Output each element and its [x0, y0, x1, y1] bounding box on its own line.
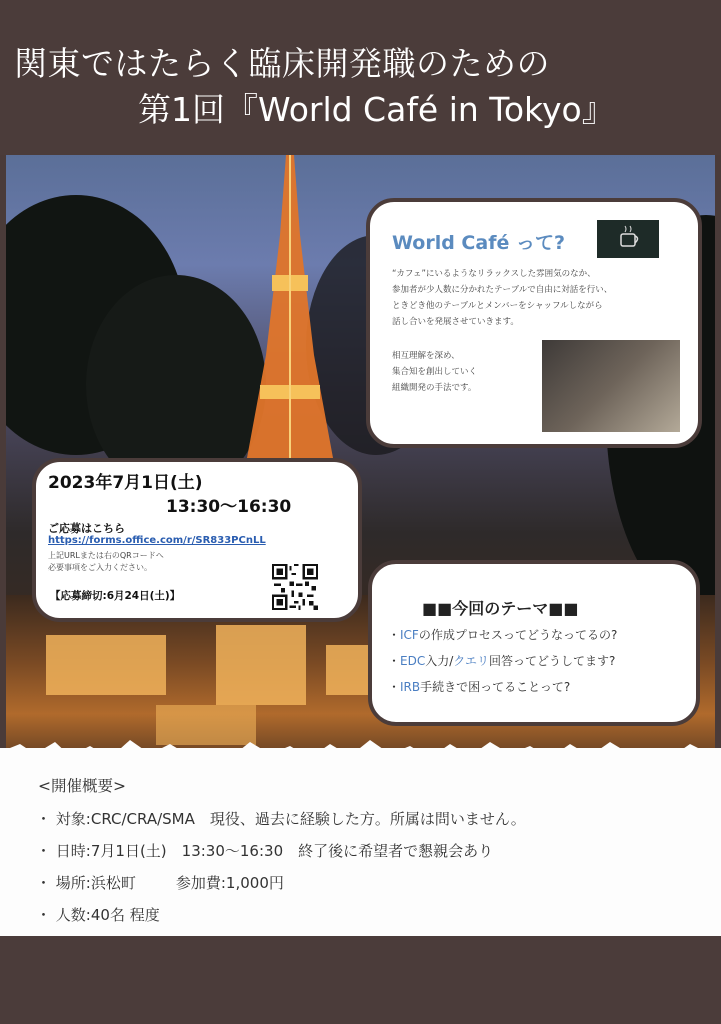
apply-label: ご応募はこちら [48, 522, 125, 535]
theme-item [388, 626, 617, 643]
theme-text: の作成プロセスってどうなってるの? [418, 628, 618, 642]
overview-value: 浜松町 [90, 874, 136, 892]
footer-band [0, 936, 721, 1024]
theme-item [388, 652, 615, 669]
overview-label: 人数: [55, 906, 91, 924]
bullet: ・ [388, 628, 401, 642]
bullet: ・ [388, 654, 401, 668]
qr-code-icon[interactable] [272, 564, 318, 610]
apply-note-2: 必要事項をご入力ください。 [48, 563, 152, 572]
world-cafe-desc-1: “カフェ”にいるようなリラックスした雰囲気のなか、 [392, 269, 596, 279]
world-cafe-desc-2: 参加者が少人数に分かれたテーブルで自由に対話を行い、 [392, 285, 613, 295]
deadline: 【応募締切:6月24日(土)】 [50, 590, 181, 602]
overview-value: 40名 程度 [90, 906, 160, 924]
theme-keyword: EDC [400, 654, 426, 668]
title-line-2: 第1回『World Café in Tokyo』 [138, 90, 615, 129]
world-cafe-purpose-3: 組織開発の手法です。 [392, 383, 477, 393]
theme-keyword: ICF [400, 628, 419, 642]
theme-bubble [368, 560, 700, 726]
overview-label: 場所: [55, 874, 91, 892]
lit-window [216, 625, 306, 705]
apply-link[interactable]: https://forms.office.com/r/SR833PCnLL [48, 535, 266, 546]
tokyo-tower-icon [230, 155, 350, 485]
bullet: ・ [36, 842, 52, 860]
theme-title: ■■今回のテーマ■■ [422, 599, 579, 618]
overview-item-capacity [36, 904, 160, 925]
world-cafe-heading: World Café って? [392, 232, 565, 254]
overview-value: 7月1日(土) 13:30〜16:30 終了後に希望者で懇親会あり [90, 842, 494, 860]
world-cafe-desc-4: 話し合いを発展させていきます。 [392, 317, 519, 327]
overview-label: 対象: [55, 810, 91, 828]
bullet: ・ [36, 810, 52, 828]
overview-label: 日時: [55, 842, 91, 860]
title-line-1: 関東ではたらく臨床開発職のための [14, 44, 550, 83]
world-cafe-purpose-2: 集合知を創出していく [392, 367, 478, 377]
bullet: ・ [36, 874, 52, 892]
world-cafe-purpose-1: 相互理解を深め、 [392, 351, 460, 361]
event-time: 13:30〜16:30 [166, 497, 292, 517]
overview-item-datetime [36, 840, 493, 861]
cafe-tables-photo [542, 340, 680, 432]
overview-fee: 参加費:1,000円 [175, 874, 284, 892]
theme-keyword: IRB [400, 680, 421, 694]
bullet: ・ [388, 680, 401, 694]
overview-item-target [36, 808, 526, 829]
overview-heading: <開催概要> [38, 777, 126, 795]
overview-value: CRC/CRA/SMA 現役、過去に経験した方。所属は問いません。 [90, 810, 526, 828]
apply-note-1: 上記URLまたは右のQRコードへ [48, 551, 164, 560]
overview-item-place [36, 872, 284, 893]
theme-text: 手続きで困ってることって? [420, 680, 571, 694]
bullet: ・ [36, 906, 52, 924]
world-cafe-desc-3: ときどき他のテーブルとメンバーをシャッフルしながら [392, 301, 603, 311]
theme-text: 回答ってどうしてます? [489, 654, 616, 668]
coffee-cup-icon [597, 220, 659, 258]
header-banner [0, 0, 721, 155]
theme-keyword: クエリ [453, 654, 490, 668]
lit-window [46, 635, 166, 695]
world-cafe-bubble [366, 198, 702, 448]
theme-item [388, 678, 570, 695]
event-date: 2023年7月1日(土) [48, 473, 203, 493]
theme-text: 入力/ [425, 654, 454, 668]
event-info-bubble [32, 458, 362, 622]
